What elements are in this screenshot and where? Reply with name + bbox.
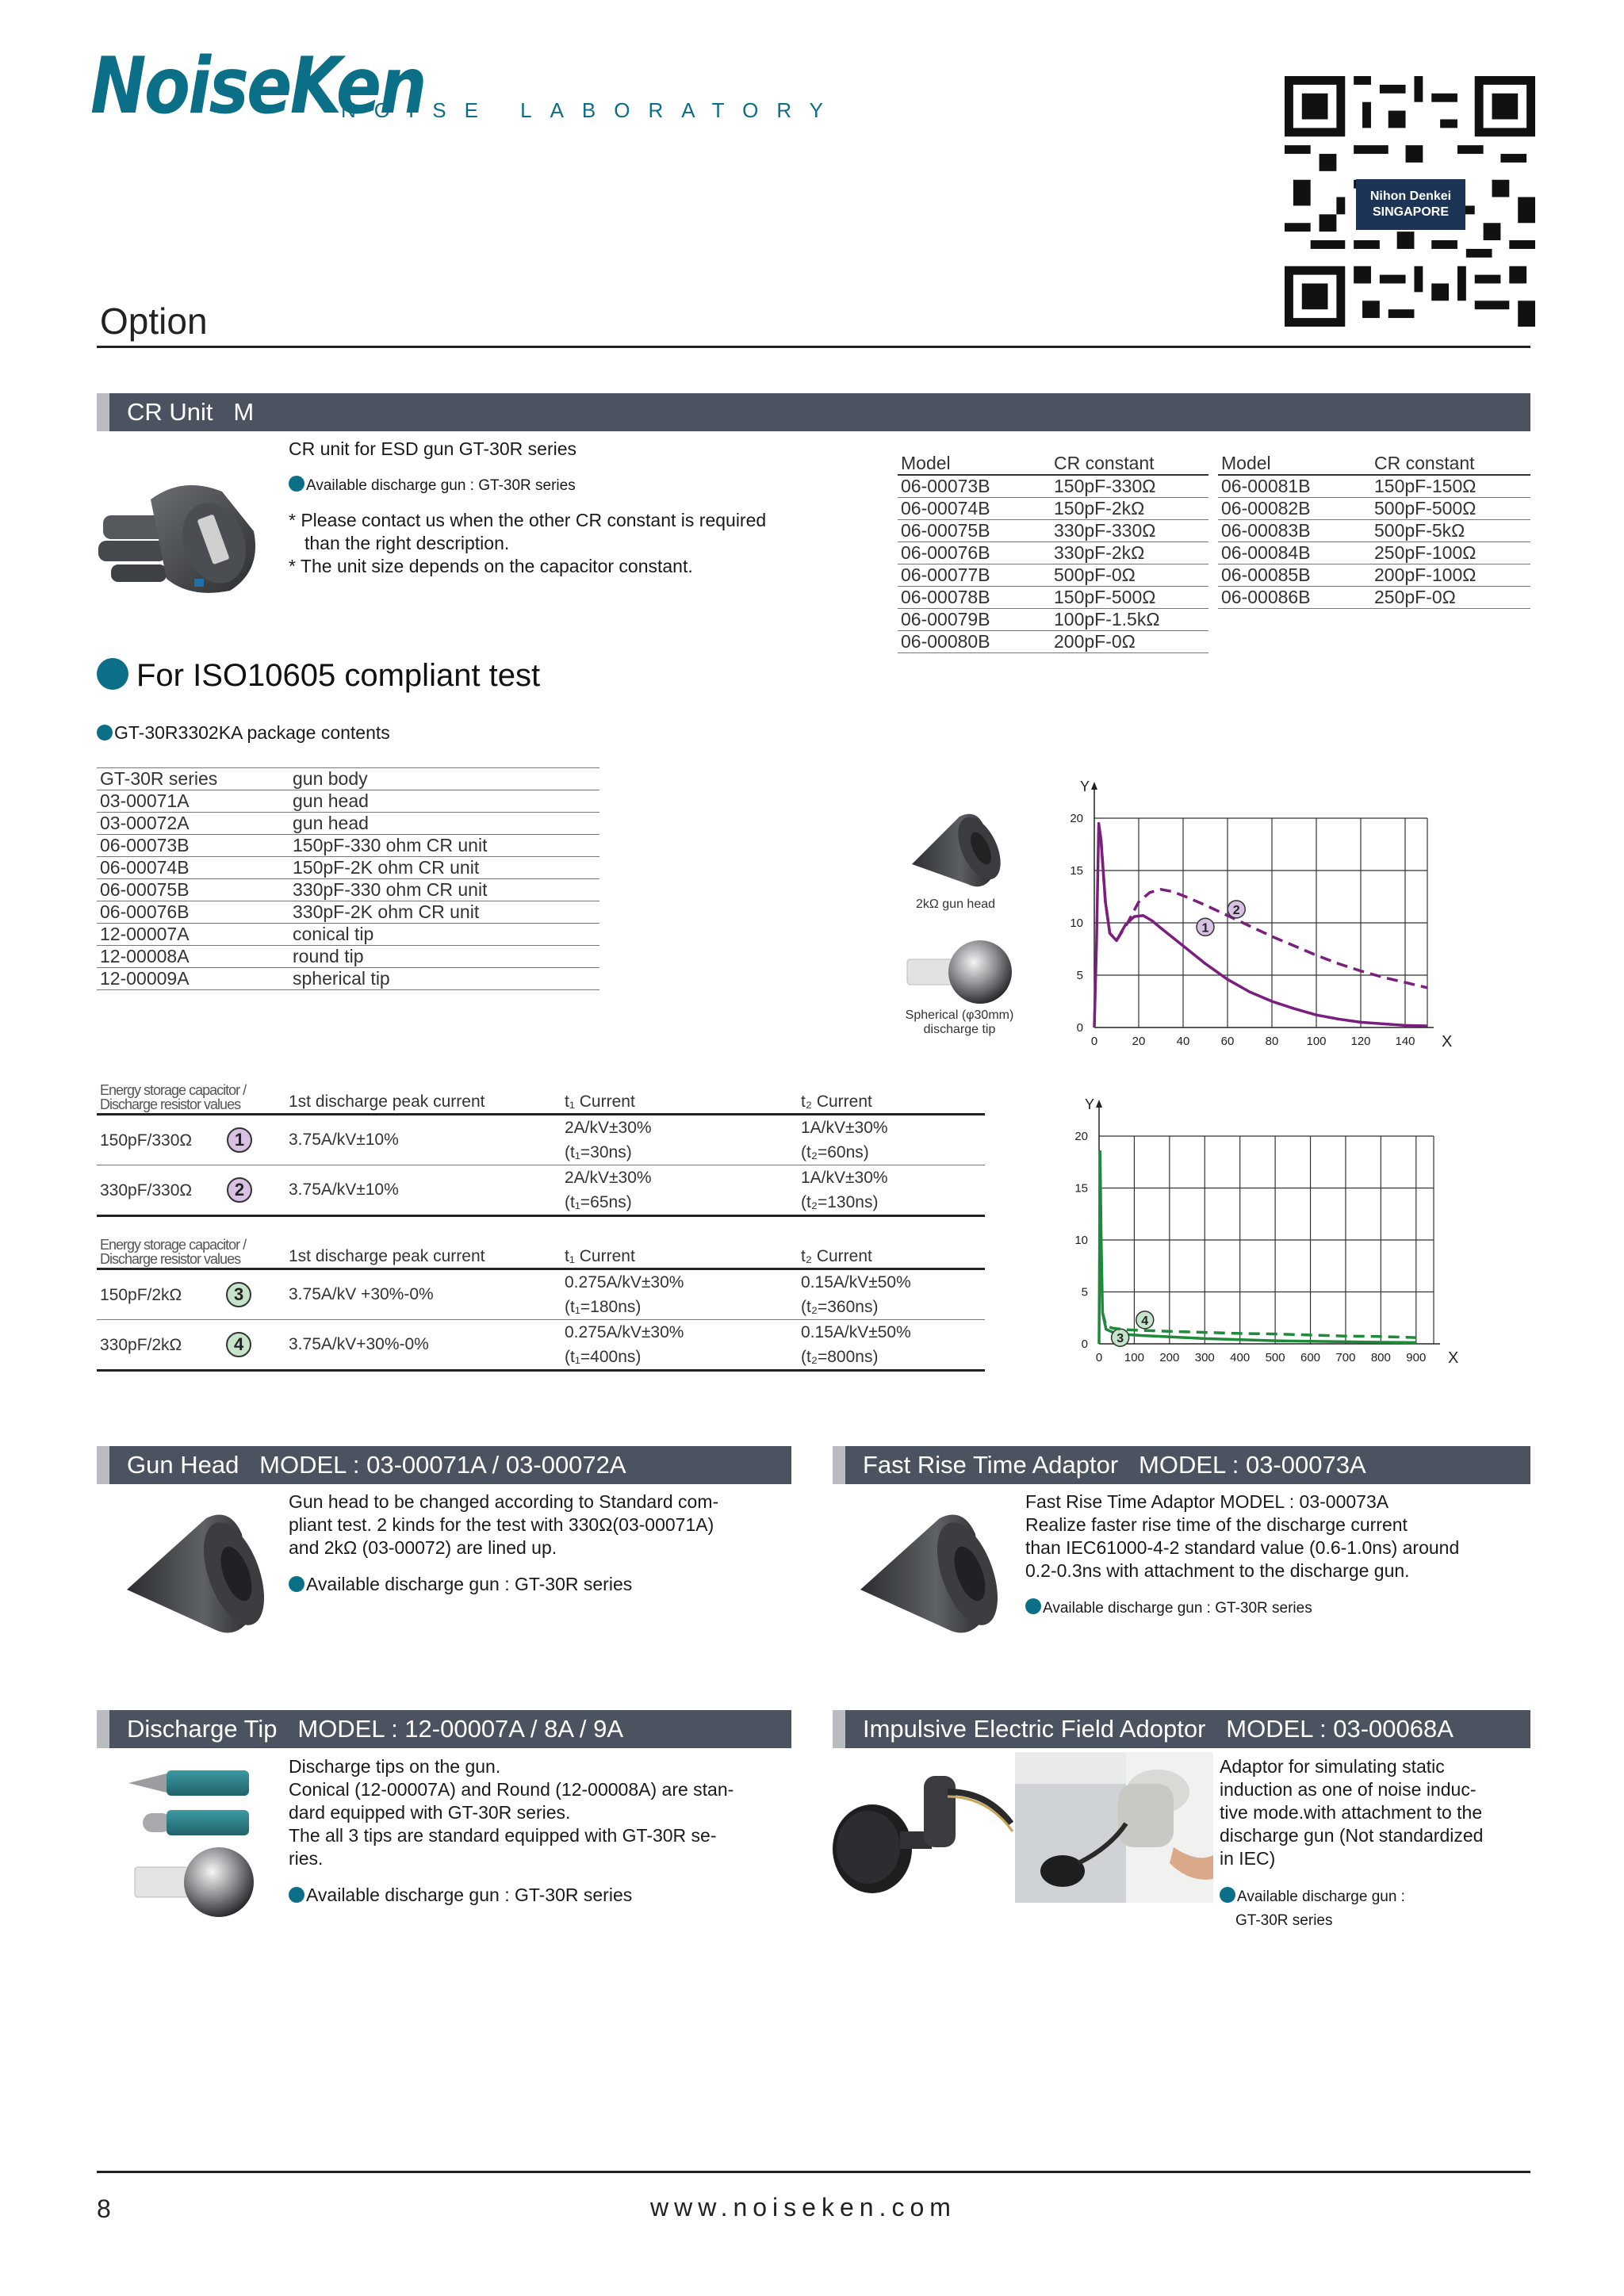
description-line: Conical (12-00007A) and Round (12-00008A) are stan- xyxy=(289,1779,734,1800)
t1-cell: 2A/kV±30% xyxy=(565,1118,652,1137)
table-header-row xyxy=(97,1233,985,1269)
part-desc-cell: gun head xyxy=(289,813,599,835)
gun-head-caption: 2kΩ gun head xyxy=(915,897,996,911)
table-row xyxy=(1218,542,1530,564)
package-label xyxy=(97,721,390,744)
footer-divider xyxy=(97,2171,1530,2173)
series-label: 1 xyxy=(1201,921,1209,936)
section-bar-impulsive xyxy=(833,1710,1530,1748)
table-row xyxy=(1218,520,1530,542)
part-desc-cell: 330pF-330 ohm CR unit xyxy=(289,879,599,901)
package-label-text: GT-30R3302KA package contents xyxy=(114,722,390,743)
column-header-cr: CR constant xyxy=(1051,453,1208,475)
table-row xyxy=(97,901,599,924)
esc-value: 330pF/2kΩ xyxy=(100,1336,182,1354)
x-tick-label: 800 xyxy=(1370,1351,1391,1364)
fast-rise-description xyxy=(1025,1490,1530,1582)
model-cell: 06-00074B xyxy=(898,498,1051,520)
available-text: Available discharge gun : xyxy=(1237,1888,1405,1905)
discharge-tips-photo xyxy=(127,1764,262,1923)
iso-heading-text: For ISO10605 compliant test xyxy=(136,658,541,693)
esc-cell xyxy=(97,1320,285,1371)
table-row xyxy=(1218,564,1530,587)
t2-time-cell: (t₂=800ns) xyxy=(798,1345,985,1371)
part-desc-cell: 330pF-2K ohm CR unit xyxy=(289,901,599,924)
model-cell: 06-00081B xyxy=(1218,475,1371,498)
model-cell: 06-00084B xyxy=(1218,542,1371,564)
description-line: discharge gun (Not standardized xyxy=(1220,1825,1484,1846)
y-axis-arrow xyxy=(1096,1100,1102,1108)
series-label: 3 xyxy=(1116,1332,1124,1346)
x-tick-label: 100 xyxy=(1306,1035,1327,1048)
table-row xyxy=(97,790,599,813)
section-title: Gun Head MODEL : 03-00071A / 03-00072A xyxy=(127,1451,626,1479)
qr-badge xyxy=(1356,179,1465,230)
part-number-cell: 06-00073B xyxy=(97,835,289,857)
bullet-icon xyxy=(289,476,304,492)
model-cell: 06-00078B xyxy=(898,587,1051,609)
part-desc-cell: round tip xyxy=(289,946,599,968)
part-desc-cell: spherical tip xyxy=(289,968,599,990)
page-number: 8 xyxy=(97,2195,111,2223)
table-row xyxy=(97,1115,985,1141)
t1-time-cell: (t₁=65ns) xyxy=(561,1190,798,1216)
model-cell: 06-00079B xyxy=(898,609,1051,631)
gun-head-2k-photo xyxy=(904,801,1007,896)
peak-cell: 3.75A/kV±10% xyxy=(285,1115,561,1165)
part-number-cell: 06-00076B xyxy=(97,901,289,924)
description-line: Gun head to be changed according to Standard com- xyxy=(289,1491,719,1512)
cr-cell: 500pF-500Ω xyxy=(1371,498,1530,520)
y-axis-arrow xyxy=(1091,782,1097,790)
y-tick-label: 0 xyxy=(1076,1021,1083,1035)
t2-cell: 0.15A/kV±50% xyxy=(801,1322,911,1341)
waveform-chart-1 xyxy=(1063,761,1507,1054)
x-tick-label: 700 xyxy=(1335,1351,1356,1364)
description-line: Realize faster rise time of the discharge current xyxy=(1025,1514,1408,1535)
cr-cell: 500pF-5kΩ xyxy=(1371,520,1530,542)
part-number-cell: 03-00072A xyxy=(97,813,289,835)
cr-unit-note-2: * The unit size depends on the capacitor constant. xyxy=(289,556,693,576)
energy-table-1 xyxy=(97,1078,985,1217)
table-row xyxy=(97,835,599,857)
impulsive-available xyxy=(1220,1885,1405,1908)
caption-line: discharge tip xyxy=(923,1023,996,1036)
x-tick-label: 200 xyxy=(1159,1351,1180,1364)
column-header-t2: t₂ Current xyxy=(798,1233,985,1269)
impulsive-description xyxy=(1220,1755,1530,1870)
cr-unit-note-1b: than the right description. xyxy=(304,533,510,553)
header-line: Discharge resistor values xyxy=(100,1251,241,1267)
y-tick-label: 5 xyxy=(1081,1285,1088,1299)
t1-cell: 2A/kV±30% xyxy=(565,1168,652,1187)
description-line: in IEC) xyxy=(1220,1848,1276,1869)
series-marker-1: 1 xyxy=(227,1127,252,1153)
description-line: and 2kΩ (03-00072) are lined up. xyxy=(289,1537,557,1558)
model-cell: 06-00076B xyxy=(898,542,1051,564)
waveform-chart-2 xyxy=(1063,1098,1507,1372)
discharge-tip-description xyxy=(289,1755,793,1870)
cr-cell: 150pF-500Ω xyxy=(1051,587,1208,609)
peak-cell: 3.75A/kV±10% xyxy=(285,1165,561,1216)
cr-cell: 330pF-2kΩ xyxy=(1051,542,1208,564)
page-title: Option xyxy=(100,300,208,342)
peak-cell: 3.75A/kV+30%-0% xyxy=(285,1320,561,1371)
column-header-esc xyxy=(97,1233,285,1269)
part-number-cell: 06-00074B xyxy=(97,857,289,879)
t1-cell: 0.275A/kV±30% xyxy=(565,1272,684,1292)
table-header-row xyxy=(97,1078,985,1115)
model-cell: 06-00073B xyxy=(898,475,1051,498)
esc-cell xyxy=(97,1165,285,1216)
series-line-2 xyxy=(1101,839,1427,987)
part-number-cell: 12-00007A xyxy=(97,924,289,946)
t1-time-cell: (t₁=30ns) xyxy=(561,1140,798,1165)
description-line: ries. xyxy=(289,1848,324,1869)
section-title: Discharge Tip MODEL : 12-00007A / 8A / 9A xyxy=(127,1715,624,1743)
model-cell: 06-00075B xyxy=(898,520,1051,542)
table-row xyxy=(97,813,599,835)
impulsive-adaptor-photo xyxy=(829,1760,1019,1903)
x-tick-label: 100 xyxy=(1124,1351,1144,1364)
t1-cell: 0.275A/kV±30% xyxy=(565,1322,684,1341)
discharge-tip-available xyxy=(289,1884,632,1907)
table-row xyxy=(898,498,1208,520)
cr-unit-photo xyxy=(95,468,270,603)
bullet-icon xyxy=(1220,1887,1235,1903)
spherical-tip-caption xyxy=(888,1008,1031,1037)
section-bar-cr-unit xyxy=(97,393,1530,431)
x-tick-label: 80 xyxy=(1265,1035,1279,1048)
t2-cell: 1A/kV±30% xyxy=(801,1118,888,1137)
esc-value: 150pF/330Ω xyxy=(100,1131,193,1150)
bullet-icon xyxy=(97,658,128,690)
peak-cell: 3.75A/kV +30%-0% xyxy=(285,1269,561,1320)
esc-value: 330pF/330Ω xyxy=(100,1181,193,1200)
table-row xyxy=(97,1165,985,1191)
qr-badge-line1: Nihon Denkei xyxy=(1369,189,1452,203)
x-tick-label: 60 xyxy=(1220,1035,1235,1048)
y-tick-label: 20 xyxy=(1074,1130,1088,1143)
esc-value: 150pF/2kΩ xyxy=(100,1286,182,1304)
website-link[interactable]: www.noiseken.com xyxy=(650,2193,956,2221)
part-number-cell: 06-00075B xyxy=(97,879,289,901)
part-number-cell: 12-00008A xyxy=(97,946,289,968)
cr-unit-available xyxy=(289,474,576,497)
description-line: The all 3 tips are standard equipped with GT-30R se- xyxy=(289,1825,717,1846)
fast-rise-available xyxy=(1025,1597,1312,1620)
model-cell: 06-00083B xyxy=(1218,520,1371,542)
x-axis-label: X xyxy=(1448,1349,1459,1367)
cr-cell: 150pF-150Ω xyxy=(1371,475,1530,498)
cr-model-table-left xyxy=(898,453,1208,653)
cr-cell: 250pF-0Ω xyxy=(1371,587,1530,609)
table-row xyxy=(97,924,599,946)
available-text: Available discharge gun : GT-30R series xyxy=(306,477,576,494)
table-row xyxy=(898,542,1208,564)
description-line: Discharge tips on the gun. xyxy=(289,1756,501,1777)
description-line: dard equipped with GT-30R series. xyxy=(289,1802,571,1823)
x-tick-label: 600 xyxy=(1300,1351,1321,1364)
section-title: CR Unit M xyxy=(127,398,255,426)
bullet-icon xyxy=(1025,1598,1041,1614)
cr-cell: 100pF-1.5kΩ xyxy=(1051,609,1208,631)
table-row xyxy=(1218,498,1530,520)
table-row xyxy=(1218,475,1530,498)
bullet-icon xyxy=(289,1576,304,1592)
header-line: Energy storage capacitor / xyxy=(100,1237,247,1253)
table-header-row xyxy=(898,453,1208,475)
part-number-cell: GT-30R series xyxy=(97,768,289,790)
table-row xyxy=(97,968,599,990)
t2-cell: 0.15A/kV±50% xyxy=(801,1272,911,1292)
description-line: than IEC61000-4-2 standard value (0.6-1.0ns) around xyxy=(1025,1537,1460,1558)
bullet-icon xyxy=(97,725,113,740)
table-row xyxy=(1218,587,1530,609)
cr-cell: 200pF-0Ω xyxy=(1051,631,1208,653)
table-row xyxy=(97,946,599,968)
series-line-1 xyxy=(1094,824,1427,1027)
part-desc-cell: gun head xyxy=(289,790,599,813)
cr-cell: 250pF-100Ω xyxy=(1371,542,1530,564)
column-header-esc xyxy=(97,1078,285,1115)
section-title: Impulsive Electric Field Adoptor MODEL : 03-00068A xyxy=(863,1715,1454,1743)
x-tick-label: 20 xyxy=(1132,1035,1146,1048)
fast-rise-adaptor-photo xyxy=(852,1502,1011,1645)
title-divider xyxy=(97,346,1530,348)
header-line: Discharge resistor values xyxy=(100,1096,241,1112)
table-row xyxy=(97,879,599,901)
description-line: 0.2-0.3ns with attachment to the discharge gun. xyxy=(1025,1560,1410,1581)
x-tick-label: 900 xyxy=(1406,1351,1427,1364)
iso-heading xyxy=(97,658,540,694)
model-cell: 06-00077B xyxy=(898,564,1051,587)
table-row xyxy=(898,475,1208,498)
table-row xyxy=(97,1269,985,1295)
t2-time-cell: (t₂=360ns) xyxy=(798,1295,985,1320)
series-marker-4: 4 xyxy=(226,1332,251,1357)
y-tick-label: 0 xyxy=(1081,1337,1088,1351)
model-cell: 06-00086B xyxy=(1218,587,1371,609)
spherical-tip-photo xyxy=(904,936,1015,1007)
column-header-t1: t₁ Current xyxy=(561,1233,798,1269)
header-line: Energy storage capacitor / xyxy=(100,1082,247,1098)
caption-line: Spherical (φ30mm) xyxy=(905,1008,1014,1022)
column-header-cr: CR constant xyxy=(1371,453,1530,475)
column-header-model: Model xyxy=(1218,453,1371,475)
column-header-peak: 1st discharge peak current xyxy=(285,1233,561,1269)
t2-time-cell: (t₂=130ns) xyxy=(798,1190,985,1216)
table-row xyxy=(898,520,1208,542)
section-title: Fast Rise Time Adaptor MODEL : 03-00073A xyxy=(863,1451,1366,1479)
x-axis-label: X xyxy=(1442,1033,1453,1050)
available-text: Available discharge gun : GT-30R series xyxy=(306,1885,633,1905)
x-tick-label: 300 xyxy=(1194,1351,1215,1364)
t2-time-cell: (t₂=60ns) xyxy=(798,1140,985,1165)
description-line: tive mode.with attachment to the xyxy=(1220,1802,1483,1823)
t1-time-cell: (t₁=400ns) xyxy=(561,1345,798,1371)
section-bar-gun-head xyxy=(97,1446,791,1484)
series-label: 4 xyxy=(1141,1314,1149,1328)
y-tick-label: 5 xyxy=(1076,969,1083,982)
description-line: Fast Rise Time Adaptor MODEL : 03-00073A xyxy=(1025,1491,1389,1512)
column-header-peak: 1st discharge peak current xyxy=(285,1078,561,1115)
part-number-cell: 12-00009A xyxy=(97,968,289,990)
gun-head-photo xyxy=(119,1502,278,1645)
energy-table-2 xyxy=(97,1233,985,1372)
x-tick-label: 120 xyxy=(1350,1035,1371,1048)
part-desc-cell: conical tip xyxy=(289,924,599,946)
x-tick-label: 40 xyxy=(1176,1035,1190,1048)
y-tick-label: 20 xyxy=(1070,812,1083,825)
impulsive-available-2: GT-30R series xyxy=(1235,1912,1333,1929)
part-number-cell: 03-00071A xyxy=(97,790,289,813)
part-desc-cell: gun body xyxy=(289,768,599,790)
table-header-row xyxy=(1218,453,1530,475)
section-bar-discharge-tip xyxy=(97,1710,791,1748)
brand-subtitle: NOISE LABORATORY xyxy=(341,98,841,122)
cr-cell: 330pF-330Ω xyxy=(1051,520,1208,542)
esc-cell xyxy=(97,1115,285,1165)
table-row xyxy=(97,1320,985,1345)
table-row xyxy=(898,631,1208,653)
gun-head-available xyxy=(289,1573,632,1596)
series-label: 2 xyxy=(1232,903,1240,917)
gun-head-description xyxy=(289,1490,793,1559)
model-cell: 06-00080B xyxy=(898,631,1051,653)
y-tick-label: 10 xyxy=(1070,916,1083,930)
y-tick-label: 15 xyxy=(1070,864,1083,878)
bullet-icon xyxy=(289,1887,304,1903)
model-cell: 06-00085B xyxy=(1218,564,1371,587)
table-row xyxy=(97,857,599,879)
y-axis-label: Y xyxy=(1085,1098,1095,1112)
part-desc-cell: 150pF-2K ohm CR unit xyxy=(289,857,599,879)
cr-cell: 200pF-100Ω xyxy=(1371,564,1530,587)
x-tick-label: 400 xyxy=(1230,1351,1251,1364)
cr-cell: 150pF-330Ω xyxy=(1051,475,1208,498)
impulsive-usage-photo xyxy=(1015,1752,1213,1903)
cr-unit-title: CR unit for ESD gun GT-30R series xyxy=(289,438,577,459)
y-tick-label: 15 xyxy=(1074,1181,1088,1196)
description-line: pliant test. 2 kinds for the test with 330Ω(03-00071A) xyxy=(289,1514,714,1535)
available-text: Available discharge gun : GT-30R series xyxy=(1043,1600,1312,1617)
series-marker-3: 3 xyxy=(226,1282,251,1307)
column-header-t1: t₁ Current xyxy=(561,1078,798,1115)
x-tick-label: 0 xyxy=(1095,1351,1103,1364)
x-tick-label: 500 xyxy=(1265,1351,1285,1364)
cr-cell: 500pF-0Ω xyxy=(1051,564,1208,587)
column-header-t2: t₂ Current xyxy=(798,1078,985,1115)
table-row xyxy=(898,587,1208,609)
t1-time-cell: (t₁=180ns) xyxy=(561,1295,798,1320)
esc-cell xyxy=(97,1269,285,1320)
y-axis-label: Y xyxy=(1080,779,1090,794)
model-cell: 06-00082B xyxy=(1218,498,1371,520)
cr-unit-note-1: * Please contact us when the other CR constant is required xyxy=(289,510,767,530)
cr-model-table-right xyxy=(1218,453,1530,609)
y-tick-label: 10 xyxy=(1074,1234,1088,1247)
table-row xyxy=(97,768,599,790)
qr-badge-line2: SINGAPORE xyxy=(1372,205,1449,219)
section-bar-fast-rise xyxy=(833,1446,1530,1484)
description-line: induction as one of noise induc- xyxy=(1220,1779,1477,1800)
part-desc-cell: 150pF-330 ohm CR unit xyxy=(289,835,599,857)
column-header-model: Model xyxy=(898,453,1051,475)
t2-cell: 1A/kV±30% xyxy=(801,1168,888,1187)
series-marker-2: 2 xyxy=(227,1177,252,1203)
x-tick-label: 140 xyxy=(1395,1035,1415,1048)
available-text: Available discharge gun : GT-30R series xyxy=(306,1574,633,1594)
table-row xyxy=(898,564,1208,587)
description-line: Adaptor for simulating static xyxy=(1220,1756,1445,1777)
package-contents-table xyxy=(97,767,599,990)
cr-cell: 150pF-2kΩ xyxy=(1051,498,1208,520)
brand-logo: NoiseKen xyxy=(90,41,425,132)
table-row xyxy=(898,609,1208,631)
x-tick-label: 0 xyxy=(1090,1035,1098,1048)
